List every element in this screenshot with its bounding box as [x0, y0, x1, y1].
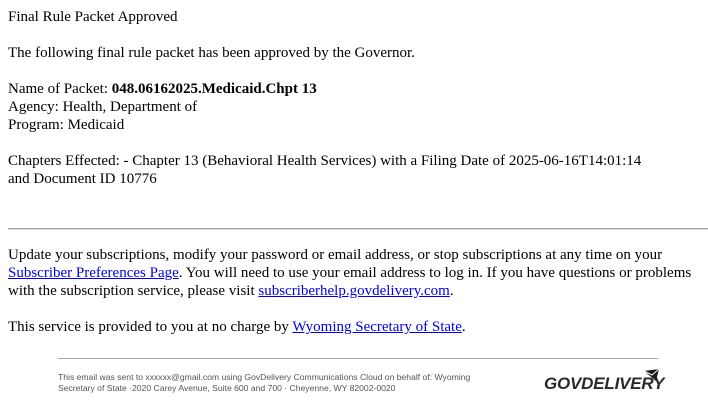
email-body [8, 8, 708, 188]
chapters-line-2: and Document ID 10776 [8, 171, 157, 187]
wyoming-secretary-of-state-link[interactable]: Wyoming Secretary of State [292, 319, 462, 335]
packet-agency-label: Agency: [8, 99, 63, 115]
subscription-text-part-2: . You will need to use your email address to log in. If you have questions or problems with the subscription service, please visit [8, 265, 692, 299]
govdelivery-logo-text: GOVDELIVERY [544, 374, 665, 393]
chapters-effected [8, 152, 708, 188]
service-text-end: . [461, 319, 466, 335]
email-title: Final Rule Packet Approved [8, 9, 178, 25]
packet-agency-row [8, 98, 708, 116]
packet-name-label: Name of Packet: [8, 81, 112, 97]
email-intro: The following final rule packet has been approved by the Governor. [8, 45, 415, 61]
subscription-text [8, 246, 708, 300]
footer-line-2: Secretary of State ·2020 Carey Avenue, Suite 600 and 700 · Cheyenne, WY 82002-0020 [58, 383, 396, 393]
footer-line-1: This email was sent to xxxxxx@gmail.com using GovDelivery Communications Cloud on behalf of: Wyoming [58, 372, 471, 382]
packet-details [8, 80, 708, 134]
packet-program-label: Program: [8, 117, 68, 133]
section-divider [8, 228, 708, 230]
govdelivery-logo[interactable] [544, 368, 665, 398]
packet-name-value: 048.06162025.Medicaid.Chpt 13 [111, 81, 317, 97]
subscriber-help-link[interactable]: subscriberhelp.govdelivery.com [258, 283, 450, 299]
chapters-line-1: Chapters Effected: - Chapter 13 (Behavioral Health Services) with a Filing Date of 2025-06-16T14:01:14 [8, 153, 642, 169]
packet-name-row [8, 80, 708, 98]
service-text [8, 318, 708, 336]
subscription-text-part-3: . [449, 283, 454, 299]
packet-program-row [8, 116, 708, 134]
packet-program-value: Medicaid [67, 117, 125, 133]
subscription-text-part-1: Update your subscriptions, modify your password or email address, or stop subscriptions at any time on your [8, 247, 663, 263]
subscription-section [8, 246, 708, 336]
footer-divider [58, 358, 658, 359]
envelope-icon [644, 369, 659, 381]
footer-text [58, 372, 538, 394]
subscriber-preferences-link[interactable]: Subscriber Preferences Page [8, 265, 179, 281]
service-text-part: This service is provided to you at no charge by [8, 319, 293, 335]
packet-agency-value: Health, Department of [62, 99, 198, 115]
